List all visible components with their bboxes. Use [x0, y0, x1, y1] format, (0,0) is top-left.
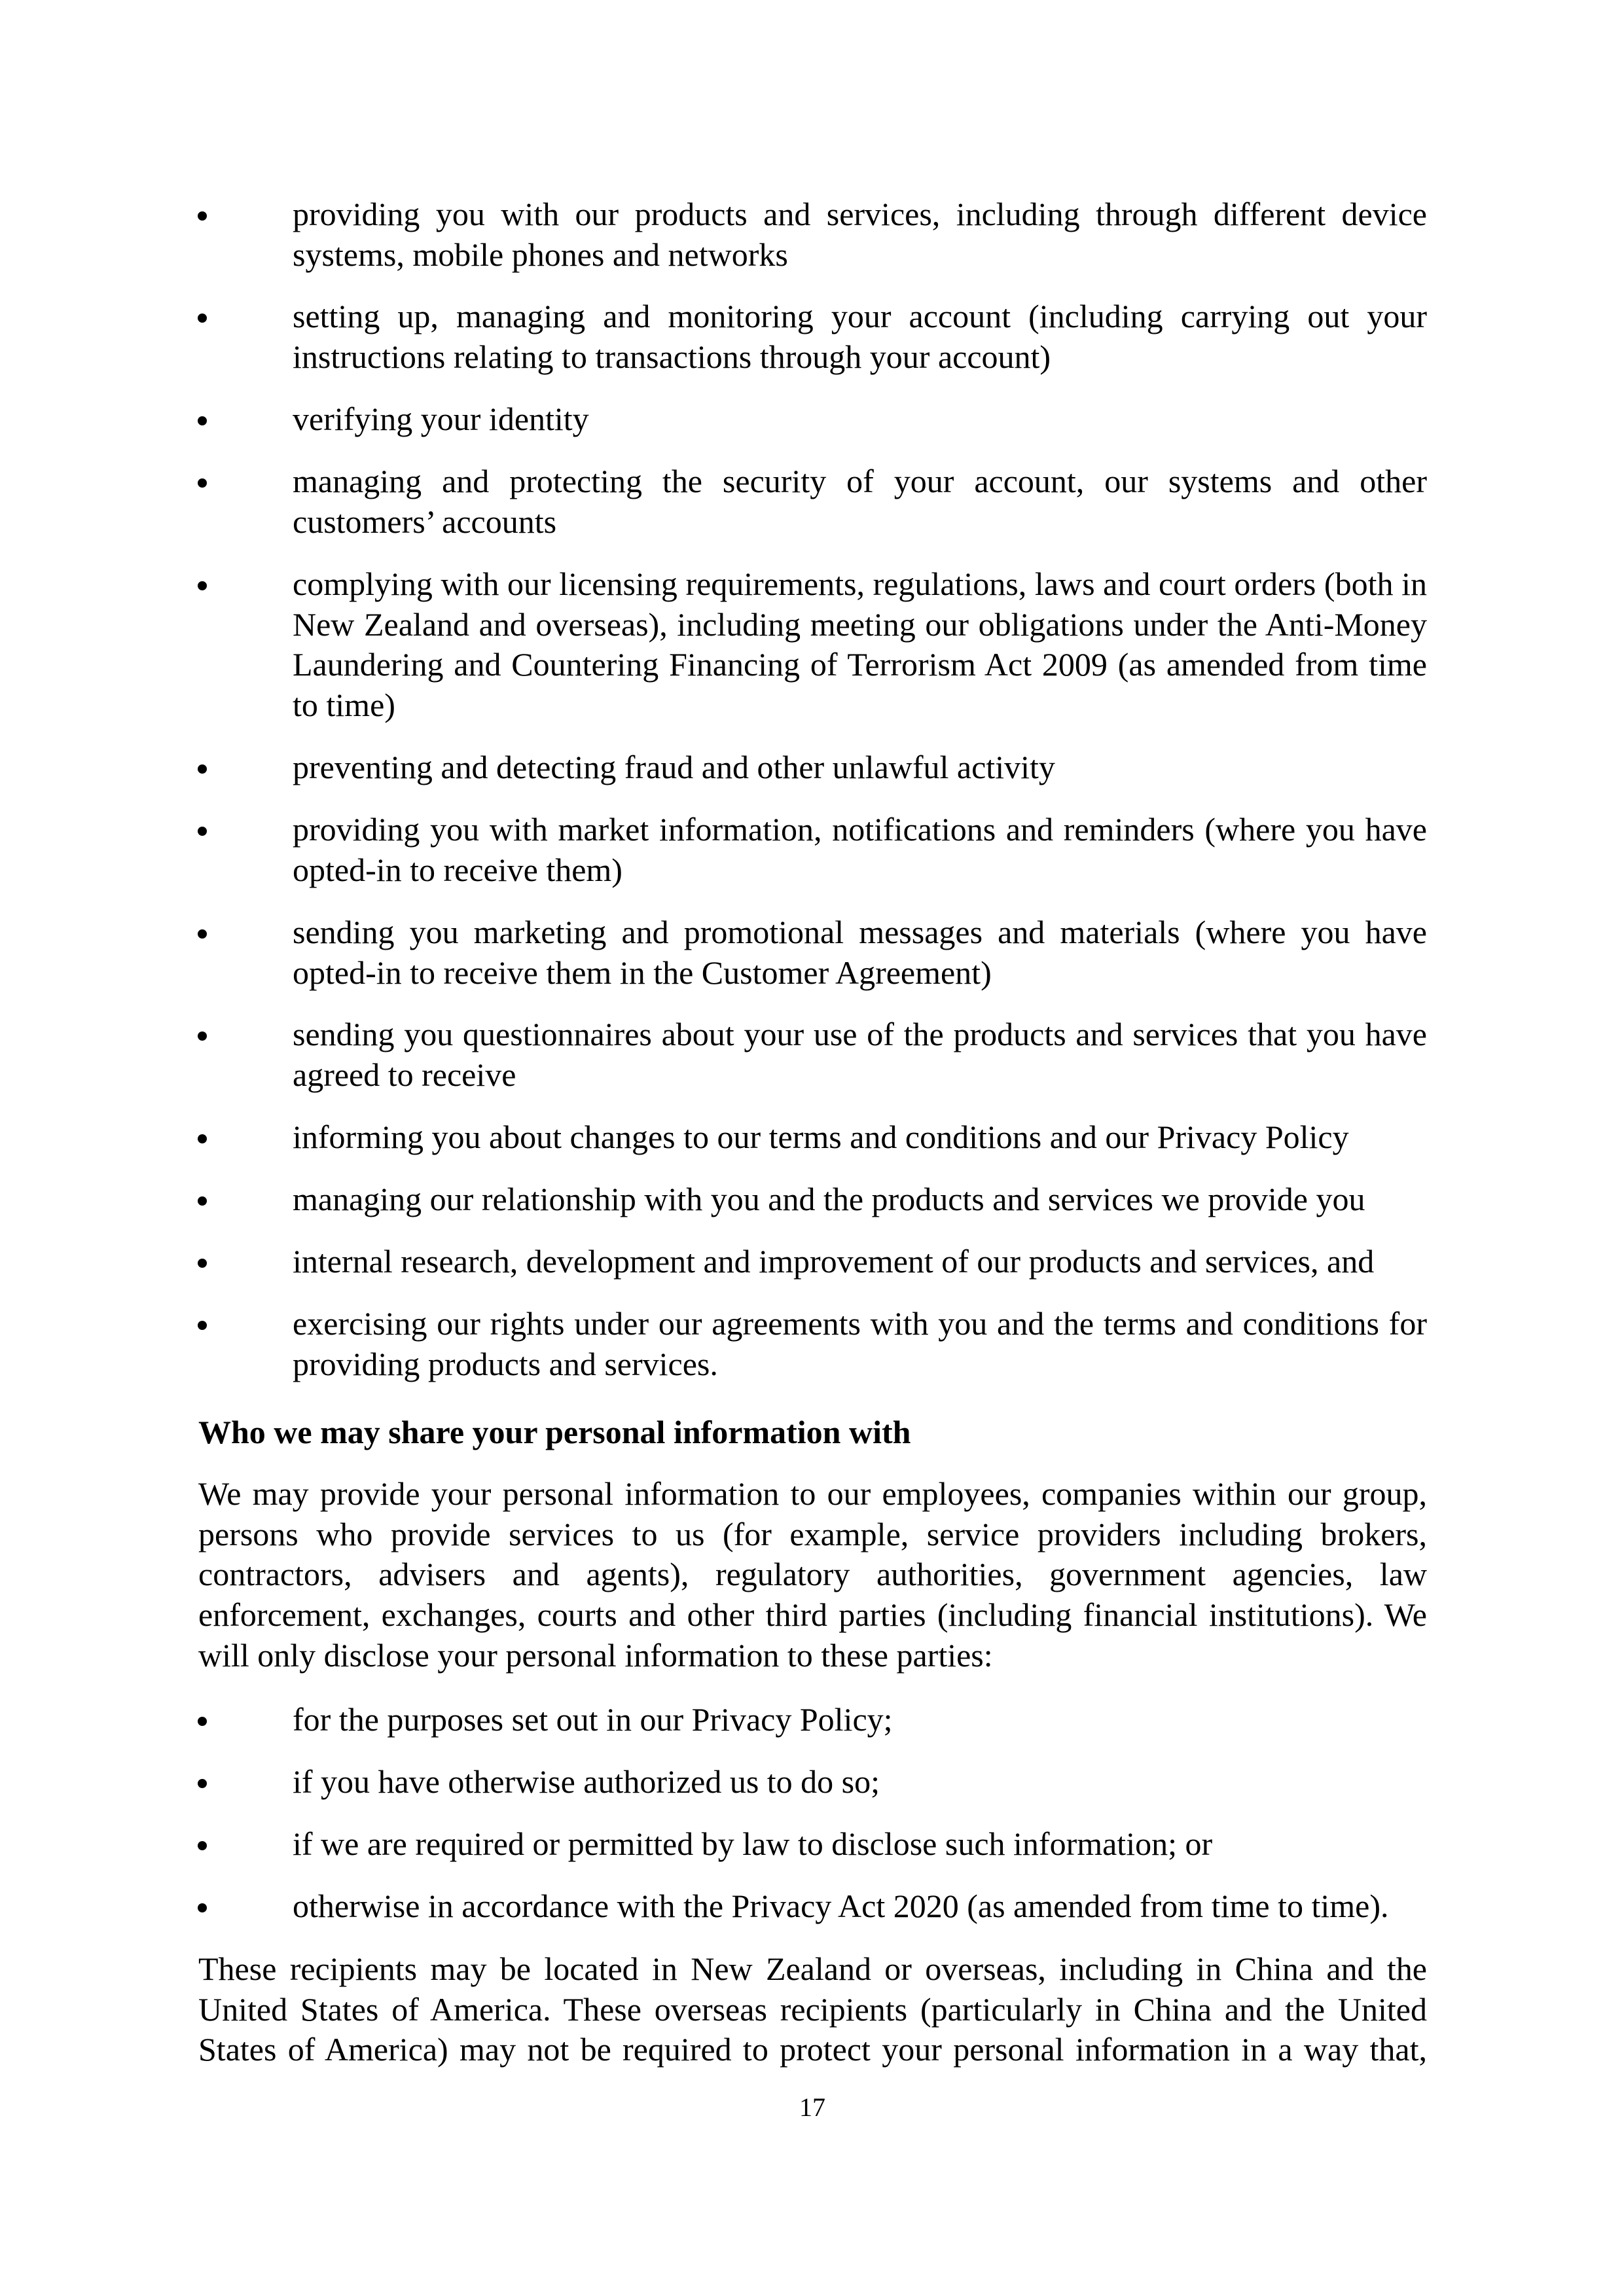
bullet-icon: [196, 1886, 209, 1927]
bullet-icon: [196, 1304, 209, 1344]
list-item-text: for the purposes set out in our Privacy Policy;: [293, 1701, 893, 1738]
bullet-icon: [196, 1179, 209, 1220]
list-item-text: preventing and detecting fraud and other unlawful activity: [293, 749, 1055, 785]
list-item-text: sending you marketing and promotional messages and materials (where you have opted-in to receive them in the Customer Agreement): [293, 914, 1427, 991]
bullet-icon: [196, 1824, 209, 1865]
bullet-icon: [196, 461, 209, 502]
list-item-text: managing and protecting the security of your account, our systems and other customers’ accounts: [293, 463, 1427, 540]
list-item-text: verifying your identity: [293, 401, 589, 437]
bullet-icon: [196, 747, 209, 788]
bullet-icon: [196, 1700, 209, 1740]
list-item-text: complying with our licensing requirements, regulations, laws and court orders (both in New Zealand and overseas), including meeting our obligations under the Anti-Money Laundering and Countering Financing of Terrorism Act 2009 (as amended from time to time): [293, 565, 1427, 724]
list-item-text: setting up, managing and monitoring your account (including carrying out your instructions relating to transactions through your account): [293, 298, 1427, 375]
bullet-icon: [196, 1117, 209, 1158]
list-item-text: providing you with our products and services, including through different device systems, mobile phones and networks: [293, 196, 1427, 273]
body-paragraph: We may provide your personal information to our employees, companies within our group, persons who provide services to us (for example, service providers including brokers, contractors, advisers and agents), regulatory authorities, government agencies, law enforcement, exchanges, courts and other third parties (including financial institutions). We will only disclose your personal information to these parties:: [198, 1475, 1427, 1674]
list-item-text: informing you about changes to our terms and conditions and our Privacy Policy: [293, 1119, 1349, 1155]
bullet-icon: [196, 912, 209, 953]
list-item-text: exercising our rights under our agreements with you and the terms and conditions for providing products and services.: [293, 1305, 1427, 1382]
bullet-icon: [196, 810, 209, 850]
section-heading: Who we may share your personal information with: [198, 1414, 911, 1450]
bullet-icon: [196, 194, 209, 235]
list-item-text: sending you questionnaires about your use of the products and services that you have agreed to receive: [293, 1016, 1427, 1093]
list-item-text: otherwise in accordance with the Privacy Act 2020 (as amended from time to time).: [293, 1888, 1389, 1924]
body-paragraph: These recipients may be located in New Zealand or overseas, including in China and the United States of America. These overseas recipients (particularly in China and the United States of America) may not be required to protect your personal information in a way that,: [198, 1950, 1427, 2068]
bullet-icon: [196, 1242, 209, 1282]
bullet-icon: [196, 296, 209, 337]
bullet-icon: [196, 1014, 209, 1055]
bullet-icon: [196, 564, 209, 605]
list-item-text: providing you with market information, notifications and reminders (where you have opted-in to receive them): [293, 811, 1427, 888]
list-item-text: internal research, development and improvement of our products and services, and: [293, 1243, 1375, 1280]
list-item-text: if we are required or permitted by law to disclose such information; or: [293, 1825, 1213, 1862]
list-item-text: managing our relationship with you and the products and services we provide you: [293, 1181, 1365, 1217]
page-number: 17: [799, 2092, 825, 2122]
list-item-text: if you have otherwise authorized us to do so;: [293, 1763, 880, 1800]
bullet-icon: [196, 1762, 209, 1803]
bullet-icon: [196, 399, 209, 440]
